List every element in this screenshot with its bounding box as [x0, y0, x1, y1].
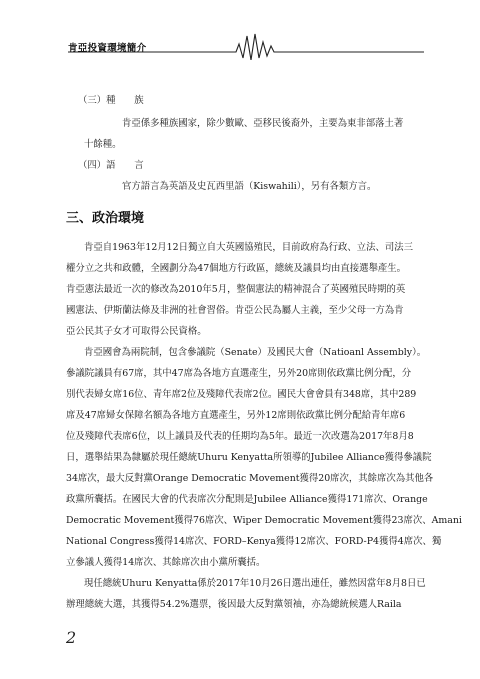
- header-title: 肯亞投資環境簡介: [68, 43, 147, 54]
- text-line: 日，選舉結果為隸屬於現任總統Uhuru Kenyatta所領導的Jubilee Alliance獲得參議院: [66, 452, 432, 463]
- text-line: 十餘種。: [84, 139, 122, 150]
- text-line: 位及殘障代表席6位，以上議員及代表的任期均為5年。最近一次改選為2017年8月8: [66, 431, 414, 442]
- text-line: 參議院議員有67席，其中47席為各地方直選產生，另外20席則依政黨比例分配，分: [66, 368, 412, 379]
- text-line: 權分立之共和政體，全國劃分為47個地方行政區，總統及議員均由直接選舉產生。: [66, 263, 407, 274]
- text-line: 肯亞係多種族國家，除少數歐、亞移民後裔外，主要為東非部落土著: [122, 118, 404, 129]
- text-line: 政黨所囊括。在國民大會的代表席次分配則是Jubilee Alliance獲得171席次、Orange: [66, 494, 428, 505]
- running-header: [68, 20, 424, 60]
- text-line: 官方語言為英語及史瓦西里語（Kiswahili），另有各類方言。: [122, 181, 377, 192]
- text-line: National Congress獲得14席次、FORD–Kenya獲得12席次、FORD-P4獲得4席次、獨: [66, 536, 442, 547]
- page-number: 2: [66, 628, 77, 647]
- text-line: Democratic Movement獲得76席次、Wiper Democratic Movement獲得23席次、Amani: [66, 515, 462, 526]
- subsection-heading-ethnic: （三）種 族: [78, 95, 144, 106]
- text-line: 立參議人獲得14席次、其餘席次由小黨所囊括。: [66, 557, 266, 568]
- subsection-heading-language: （四）語 言: [78, 160, 144, 171]
- text-line: 肯亞憲法最近一次的修改為2010年5月，整個憲法的精神混合了英國殖民時期的英: [66, 284, 406, 295]
- text-line: 辦理總統大選，其獲得54.2%選票，後因最大反對黨領袖，亦為總統候選人Raila: [66, 599, 402, 610]
- text-line: 席及47席婦女保障名額為各地方直選產生，另外12席則依政黨比例分配給青年席6: [66, 410, 406, 421]
- section-title: 三、政治環境: [66, 211, 145, 226]
- text-line: 34席次，最大反對黨Orange Democratic Movement獲得20席次，其餘席次為其他各: [66, 473, 434, 484]
- text-line: 國憲法、伊斯蘭法條及非洲的社會習俗。肯亞公民為屬人主義，至少父母一方為肯: [66, 305, 404, 316]
- text-line: 現任總統Uhuru Kenyatta係於2017年10月26日選出連任，雖然因當年8月8日已: [84, 578, 426, 589]
- text-line: 亞公民其子女才可取得公民資格。: [66, 326, 207, 337]
- text-line: 肯亞國會為兩院制，包含參議院（Senate）及國民大會（Natioanl Assembly）。: [84, 347, 427, 358]
- text-line: 肯亞自1963年12月12日獨立自大英國協殖民，目前政府為行政、立法、司法三: [84, 242, 413, 253]
- text-line: 別代表婦女席16位、青年席2位及殘障代表席2位。國民大會會員有348席，其中289: [66, 389, 417, 400]
